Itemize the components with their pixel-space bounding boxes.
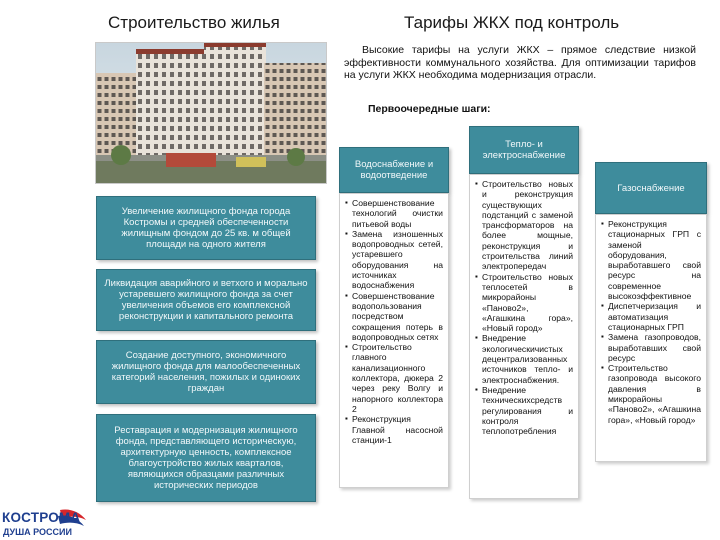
list-item: ▪ Замена изношенных водопроводных сетей, устаревшего оборудования на источниках водоснабжения <box>345 229 443 291</box>
list-item: ▪ Строительство новых теплосетей в микрорайоны «Паново2», «Агашкина гора», «Новый город» <box>475 272 573 334</box>
list-item: ▪ Диспетчеризация и автоматизация стационарных ГРП <box>601 301 701 332</box>
list-item: ▪ Совершенствование водопользования посредством сокращения потерь в водопроводных сетях <box>345 291 443 342</box>
water-supply-heading: Водоснабжение и водоотведение <box>339 147 449 193</box>
list-item: ▪ Внедрение техническихсредств регулирования и контроля теплопотребления <box>475 385 573 436</box>
water-supply-column <box>339 193 449 488</box>
list-item: ▪ Внедрение экологическичистых децентрализованных источников тепло- и электроснабжения. <box>475 333 573 384</box>
heat-power-column <box>469 174 579 499</box>
housing-goal-block: Ликвидация аварийного и ветхого и морально устаревшего жилищного фонда за счет увеличения объемов его комплексной реконструкции и капитального ремонта <box>96 269 316 331</box>
list-item: ▪ Реконструкция Главной насосной станции-1 <box>345 414 443 445</box>
list-item: ▪ Строительство главного канализационного коллектора, дюкера 2 через реку Волгу и напорного коллектора 2 <box>345 342 443 414</box>
list-item: ▪ Замена газопроводов, выработавших свой ресурс <box>601 332 701 363</box>
housing-goal-block: Увеличение жилищного фонда города Костромы и средней обеспеченности жилищным фондом до 25 кв. м общей площади на одного жителя <box>96 196 316 260</box>
gas-supply-heading: Газоснабжение <box>595 162 707 214</box>
apartment-buildings-photo <box>95 42 327 184</box>
intro-paragraph: Высокие тарифы на услуги ЖКХ – прямое следствие низкой эффективности коммунального хозяйства. Для оптимизации тарифов на услуги ЖКХ необходима модернизация отрасли. <box>344 44 696 81</box>
heat-power-heading: Тепло- и электроснабжение <box>469 126 579 174</box>
buildings-illustration <box>96 43 326 183</box>
housing-goal-block: Создание доступного, экономичного жилищного фонда для малообеспеченных категорий населения, пожилых и одиноких граждан <box>96 340 316 404</box>
gas-supply-column <box>595 214 707 462</box>
kostroma-logo <box>0 508 88 540</box>
list-item: ▪ Строительство новых и реконструкция существующих подстанций с заменой трансформаторов на более мощные, реконструкция и строительства линий электропередач <box>475 179 573 272</box>
steps-heading: Первоочередные шаги: <box>368 103 491 115</box>
list-item: ▪ Реконструкция стационарных ГРП с заменой оборудования, выработавшего свой ресурс на современное высокоэффективное <box>601 219 701 301</box>
right-title: Тарифы ЖКХ под контроль <box>404 13 620 32</box>
list-item: ▪ Строительство газопровода высокого давления в микрорайоны «Паново2», «Агашкина гора», «Новый город» <box>601 363 701 425</box>
logo-tagline: ДУША РОССИИ <box>3 527 72 537</box>
logo-name: КОСТРОМА <box>2 510 81 525</box>
left-title: Строительство жилья <box>108 13 280 32</box>
housing-goal-block: Реставрация и модернизация жилищного фонда, представляющего историческую, архитектурную ценность, комплексное благоустройство жилых кварталов, являющихся образцами различных исторических периодов <box>96 414 316 502</box>
list-item: ▪ Совершенствование технологий очистки питьевой воды <box>345 198 443 229</box>
